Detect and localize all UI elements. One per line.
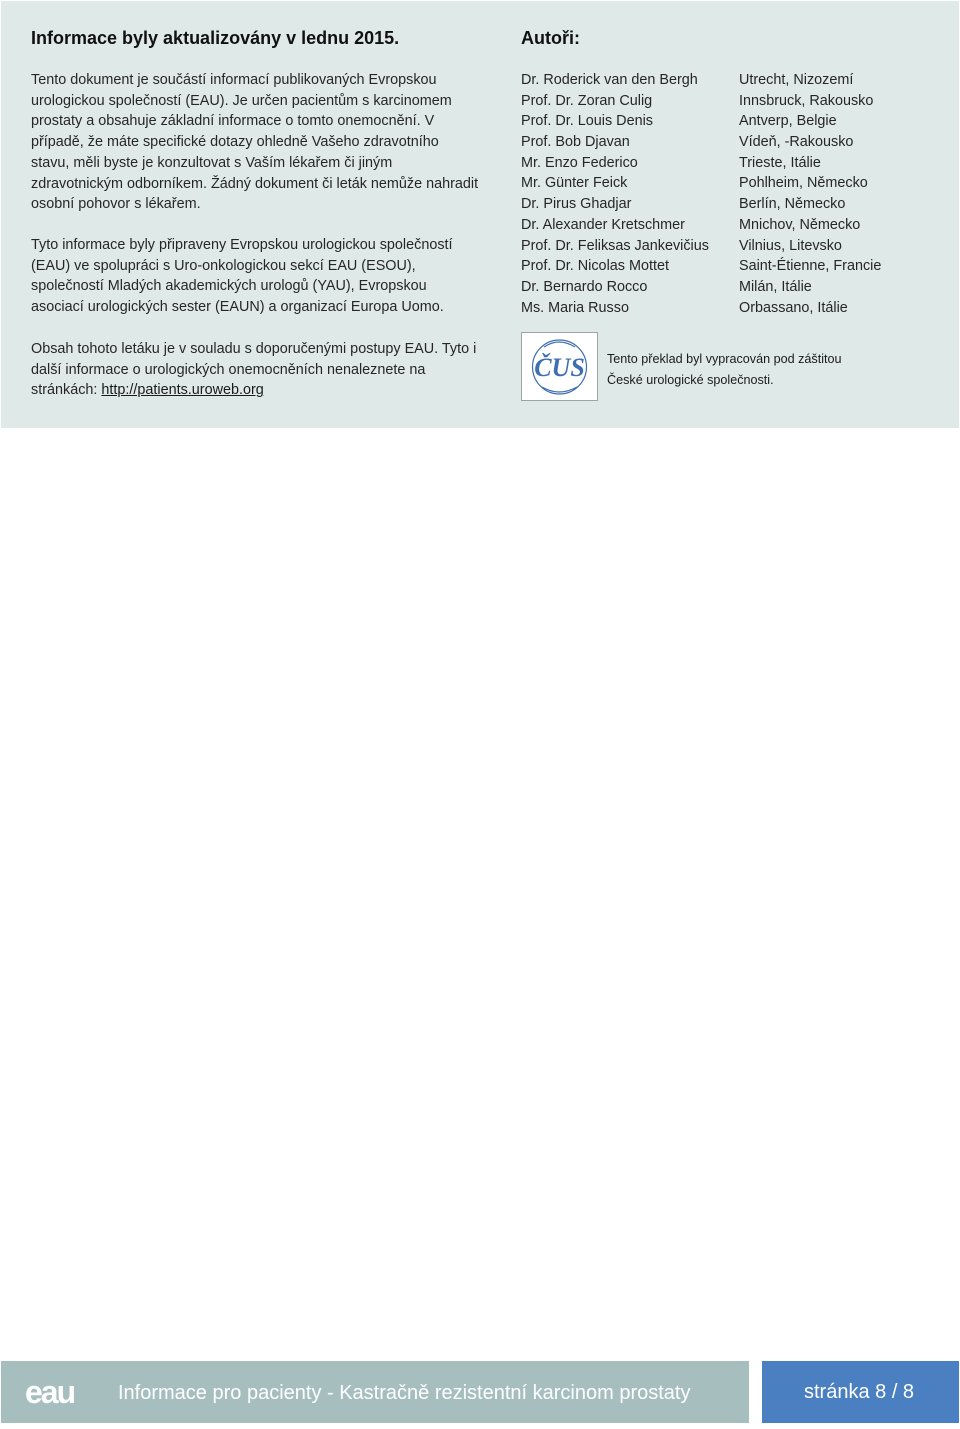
author-row: [521, 215, 941, 236]
author-city: Innsbruck, Rakousko: [739, 92, 874, 109]
cus-logo-text: ČUS: [534, 353, 585, 382]
cus-logo-icon: [522, 333, 597, 400]
author-city: Orbassano, Itálie: [739, 299, 848, 316]
info-column: [31, 25, 481, 399]
author-row: [521, 236, 941, 257]
disclaimer-paragraph: Tento dokument je součástí informací publikovaných Evropskou urologickou společností (EAU). Je určen pacientům s karcinomem prostaty a obsahuje základní informace o tomto onemocnění. V případě, že máte specifické dotazy ohledně Vašeho zdravotního stavu, měli byste je konzultovat s Vaším lékařem či jiným zdravotnickým odborníkem. Žádný dokument či leták nemůže nahradit osobní pohovor s lékařem.: [31, 72, 479, 213]
author-name: Dr. Roderick van den Bergh: [521, 72, 698, 88]
author-name: Ms. Maria Russo: [521, 299, 629, 316]
footer-title-bar: [1, 1361, 749, 1423]
authors-list: [521, 70, 941, 318]
cus-logo: [521, 332, 598, 401]
author-row: [521, 132, 941, 153]
author-city: Mnichov, Německo: [739, 216, 861, 233]
author-city: Pohlheim, Německo: [739, 175, 868, 192]
author-name: Dr. Pirus Ghadjar: [521, 196, 632, 213]
translation-note-line1: Tento překlad byl vypracován pod záštitou: [607, 352, 842, 366]
author-row: [521, 173, 941, 194]
author-row: [521, 153, 941, 174]
author-row: [521, 256, 941, 277]
author-city: Utrecht, Nizozemí: [739, 72, 854, 88]
author-row: [521, 277, 941, 298]
translation-note-line2: České urologické společnosti.: [607, 373, 774, 387]
author-name: Dr. Alexander Kretschmer: [521, 216, 685, 233]
footer-title: Informace pro pacienty - Kastračně rezistentní karcinom prostaty: [118, 1382, 691, 1404]
author-city: Trieste, Itálie: [739, 154, 821, 171]
eau-logo: eau: [25, 1374, 75, 1410]
author-row: [521, 70, 941, 91]
author-city: Milán, Itálie: [739, 278, 812, 295]
translation-note: [607, 349, 907, 391]
author-name: Mr. Enzo Federico: [521, 154, 638, 171]
authors-heading: Autoři:: [521, 28, 580, 48]
author-name: Mr. Günter Feick: [521, 175, 628, 192]
author-row: [521, 91, 941, 112]
author-name: Prof. Dr. Nicolas Mottet: [521, 258, 669, 275]
authors-column: [521, 25, 941, 387]
author-city: Antverp, Belgie: [739, 113, 837, 130]
guidelines-text: Obsah tohoto letáku je v souladu s doporučenými postupy EAU. Tyto i další informace o urologických onemocněních nenaleznete na stránkách:: [31, 341, 477, 399]
author-row: [521, 194, 941, 215]
author-name: Prof. Bob Djavan: [521, 134, 630, 151]
guidelines-paragraph: [31, 339, 481, 401]
footer-page-bar: [762, 1361, 959, 1423]
author-name: Prof. Dr. Louis Denis: [521, 113, 653, 130]
author-city: Saint-Étienne, Francie: [739, 258, 882, 275]
author-city: Vilnius, Litevsko: [739, 237, 842, 254]
author-city: Vídeň, -Rakousko: [739, 134, 854, 151]
uroweb-link[interactable]: http://patients.uroweb.org: [101, 382, 264, 399]
author-row: [521, 111, 941, 132]
page-number: stránka 8 / 8: [804, 1381, 915, 1403]
update-heading: Informace byly aktualizovány v lednu 2015.: [31, 28, 400, 48]
author-name: Dr. Bernardo Rocco: [521, 278, 648, 295]
author-city: Berlín, Německo: [739, 196, 846, 213]
author-name: Prof. Dr. Feliksas Jankevičius: [521, 237, 709, 254]
author-row: [521, 298, 941, 319]
author-name: Prof. Dr. Zoran Culig: [521, 92, 653, 109]
preparation-paragraph: Tyto informace byly připraveny Evropskou urologickou společností (EAU) ve spolupráci s Uro-onkologickou sekcí EAU (ESOU), společností Mladých akademických urologů (YAU), Evropskou asociací urologických sester (EAUN) a organizací Europa Uomo.: [31, 237, 453, 316]
info-box: [1, 1, 959, 428]
